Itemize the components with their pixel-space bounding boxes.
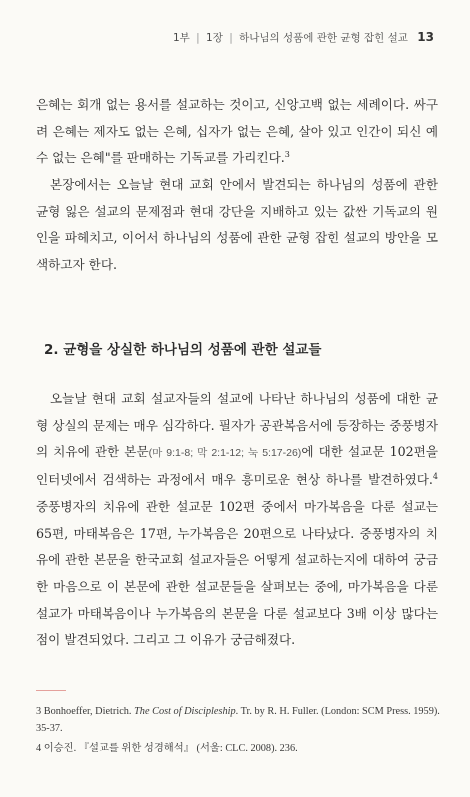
footnote-4-text: 이승진. 『설교를 위한 성경해석』 (서울: CLC. 2008). 236. bbox=[43, 743, 298, 754]
paragraph-3-text-a: 오늘날 현대 교회 설교자들의 설교에 나타난 하나님의 성품에 대한 균형 상실의 문제는 매우 심각하다. 필자가 공관복음서에 등장하는 중풍병자의 치유에 관한 본문 bbox=[36, 391, 438, 460]
paragraph-3-text-b: 에 대한 설교문 102편을 인터넷에서 검색하는 과정에서 매우 흥미로운 현상 하나를 발견하였다. bbox=[36, 444, 438, 488]
header-running-title: 하나님의 성품에 관한 균형 잡힌 설교 bbox=[239, 32, 408, 44]
header-separator: | bbox=[229, 32, 233, 44]
footnote-divider bbox=[36, 690, 66, 691]
page-number: 13 bbox=[417, 30, 434, 44]
footnote-4 bbox=[36, 741, 440, 758]
footnote-3-number: 3 bbox=[36, 706, 42, 717]
footnote-3-title: The Cost of Discipleship bbox=[134, 706, 236, 717]
paragraph-3-text-c: 중풍병자의 치유에 관한 설교문 102편 중에서 마가복음을 다룬 설교는 65편, 마태복음은 17편, 누가복음은 20편으로 나타났다. 중풍병자의 치유에 관한 본문을 한국교회 설교자들은 어떻게 설교하는지에 대하여 궁금한 마음으로 이 본문에 관한 설교문들을 살펴보는 중에, 마가복음을 다룬 설교가 마태복음이나 누가복음의 본문을 다룬 설교보다 3배 이상 많다는 점이 발견되었다. 그리고 그 이유가 궁금해졌다. bbox=[36, 498, 438, 648]
paragraph-3 bbox=[36, 386, 438, 654]
running-header bbox=[173, 30, 434, 45]
footnote-marker-4: 4 bbox=[432, 471, 438, 481]
paragraph-1 bbox=[36, 92, 438, 172]
paragraph-2 bbox=[36, 172, 438, 279]
paragraph-2-text: 본장에서는 오늘날 현대 교회 안에서 발견되는 하나님의 성품에 관한 균형 잃은 설교의 문제점과 현대 강단을 지배하고 있는 값싼 기독교의 원인을 파헤치고, 이어서 하나님의 성품에 관한 균형 잡힌 설교의 방안을 모색하고자 한다. bbox=[36, 177, 438, 273]
footnote-3 bbox=[36, 704, 440, 737]
scripture-citation: (마 9:1-8; 막 2:1-12; 눅 5:17-26) bbox=[148, 447, 302, 460]
paragraph-1-text: 은혜는 회개 없는 용서를 설교하는 것이고, 신앙고백 없는 세례이다. 싸구려 은혜는 제자도 없는 은혜, 십자가 없는 은혜, 살아 있고 인간이 되신 예수 없는 은혜"를 판매하는 기독교를 가리킨다. bbox=[36, 97, 438, 166]
footnote-3-details: . Tr. by R. H. Fuller. (London: SCM Press. 1959). 35-37. bbox=[36, 706, 440, 734]
header-separator: | bbox=[196, 32, 200, 44]
footnotes bbox=[36, 704, 440, 762]
header-chapter: 1장 bbox=[206, 32, 223, 44]
footnote-marker-3: 3 bbox=[284, 150, 290, 160]
footnote-3-author: Bonhoeffer, Dietrich. bbox=[43, 706, 132, 717]
section-heading: 2. 균형을 상실한 하나님의 성품에 관한 설교들 bbox=[44, 342, 322, 358]
footnote-4-number: 4 bbox=[36, 743, 42, 754]
header-part: 1부 bbox=[172, 32, 190, 44]
